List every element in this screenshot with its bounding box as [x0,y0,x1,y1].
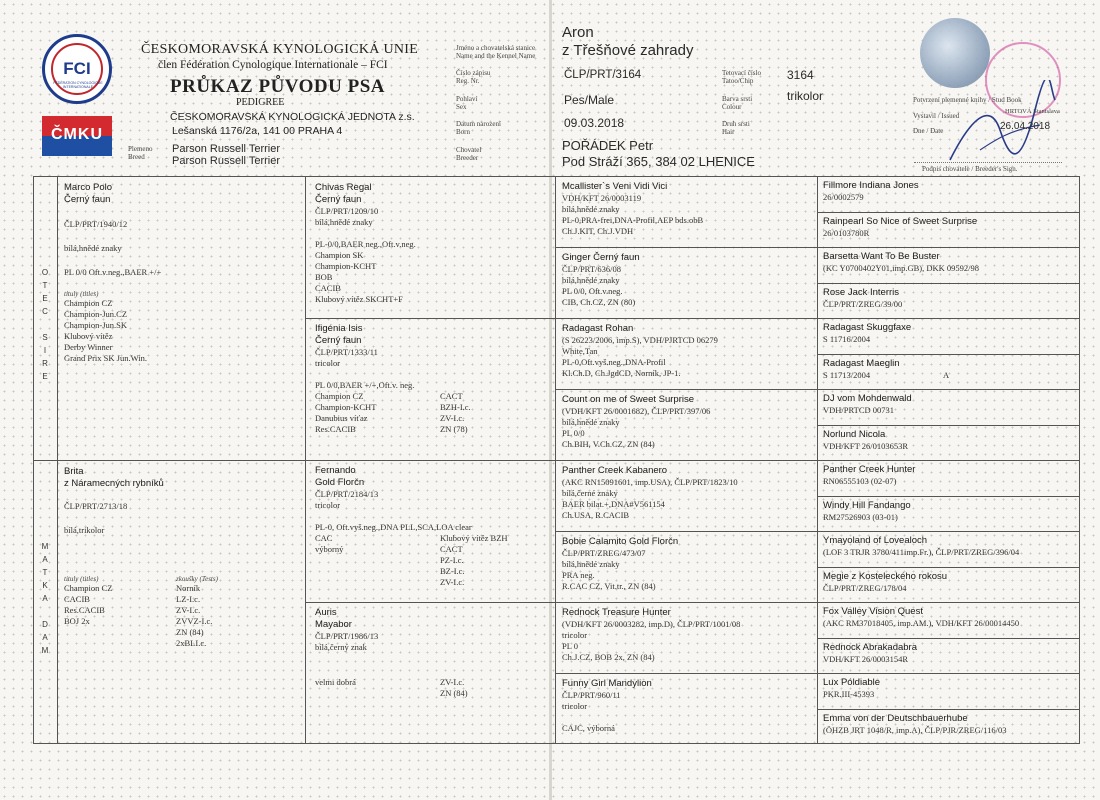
g3-cell-3: Radagast Rohan (S 26223/2006, imp.S), VDH/PJRTCD 06279 White,Tan PL-0,Oft.vyš.neg.,DNA-Profil Kl.Ch.D, Ch.JgdCD, Norník, JP-1. [562,323,718,378]
issuer-value: HRTOVÁ Stanislava [1005,108,1060,115]
fci-logo-ring-text: FÉDÉRATION CYNOLOGIQUE INTERNATIONALE [53,81,103,89]
unit-address: Lešanská 1176/2a, 141 00 PRAHA 4 [172,125,343,137]
g4-cell-3: Barsetta Want To Be Buster (KC Y0700402Y01,imp.GB), DKK 09592/98 [823,251,979,273]
reg-value: ČLP/PRT/3164 [564,69,642,81]
g3-cell-1: Mcallister`s Veni Vidi Vici VDH/KFT 26/0003119 bílá,hnědé znaky PL-0,PRA-frei,DNA-Profil,AEP bds.obB Ch.J.KIT, Ch.J.VDH [562,181,704,236]
g4-cell-10: Windy Hill Fandango RM27526903 (03-01) [823,500,911,522]
breed-label: Plemeno Breed [128,145,153,161]
g3-cell-8: Funny Girl Mandylion ČLP/PRT/960/11 tricolor CAJC, výborná [562,678,652,733]
reg-label: Číslo zápisu Reg. Nr. [456,69,491,85]
g2-cell-1: Chivas Regal Černý faun ČLP/PRT/1209/10 bílá,hnědé znaky PL-0/0,BAER neg.,Oft.v.neg. Champion SK Champion-KCHT BOB CACIB Klubový vítěz SKCHT+F [315,182,416,304]
g4-cell-8: Norlund Nicola VDH/KFT 26/0103653R [823,429,909,451]
hair-label: Druh srsti Hair [722,120,750,136]
signature-label: Podpis chovatele / Breeder's Sign. [922,165,1018,173]
unit-name: ČESKOMORAVSKÁ KYNOLOGICKÁ JEDNOTA z.s. [170,111,415,123]
tattoo-value: 3164 [787,68,814,82]
date-label: Dne / Date [913,127,944,135]
sire-side-label: O T E C S I R E [41,268,49,381]
fci-logo-icon [42,34,112,104]
studbook-label: Potvrzení plemenné knihy / Stud Book [913,96,1022,104]
dog-name: Aron z Třešňové zahrady [562,24,694,59]
date-value: 26.04.2018 [1000,121,1051,132]
logo-block [42,34,114,160]
dob-value: 09.03.2018 [564,116,625,130]
g2-cell-2: Ifigénia Isis Černý faun ČLP/PRT/1333/11 tricolor PL 0/0,BAER +/+,Oft.v. neg. Champion CZ Champion-KCHT Danubius víťaz Res.CACIB CACT BZH-I.c. ZV-I.c. ZN (78) [315,323,471,434]
sex-label: Pohlaví Sex [456,95,478,111]
fci-logo-text: FCI [63,59,91,78]
document-title: PRŮKAZ PŮVODU PSA [170,76,386,97]
tattoo-label: Tetovací číslo Tatoo/Chip [722,69,761,85]
dam-cell: Brita z Náramecných rybníků ČLP/PRT/2713/18 bílá,trikolor tituly (titles) Champion CZ CACIB Res.CACIB BOJ 2x zkoušky (Tests) Norník LZ-I.c. ZV-I.c. ZVVZ-I.c. ZN (84) 2xBLI.c. [64,466,218,648]
g4-cell-2: Rainpearl So Nice of Sweet Surprise 26/0103780R [823,216,978,238]
dam-side-label: M A T K A D A M [41,542,49,655]
g3-cell-2: Ginger Černý faun ČLP/PRT/636/08 bílá,hnědé znaky PL 0/0, Oft.v.neg. CIB, Ch.CZ, ZN (80) [562,252,640,307]
g3-cell-5: Panther Creek Kabanero (AKC RN15091601, imp.USA), ČLP/PRT/1823/10 bílá,černé znaky BAER bilat.+,DNA#V561154 Ch.USA, R.CACIB [562,465,738,520]
g3-cell-6: Bobie Calamito Gold Florčn ČLP/PRT/ZREG/473/07 bílá,hnědé znaky PRA neg. R.CAC CZ, Vit.tr., ZN (84) [562,536,679,591]
g3-cell-4: Count on me of Sweet Surprise (VDH/KFT 26/0001682), ČLP/PRT/397/06 bílá,hnědé znaky PL 0/0 Ch.BIH, V.Ch.CZ, ZN (84) [562,394,711,449]
name-label: Jméno a chovatelská stanice Name and the Kennel Name [456,44,536,60]
g4-cell-7: DJ vom Mohdenwald VDH/PRTCD 00731 [823,393,912,415]
g2-cell-3: Fernando Gold Florčn ČLP/PRT/2184/13 tricolor PL-0, Oft.vyš.neg.,DNA PLL,SCA,LOA clear CAC výborný Klubový vítěz BZH CACT PZ-I.c. BZ-I.c. ZV-I.c. [315,465,508,587]
g3-cell-7: Rednock Treasure Hunter (VDH/KFT 26/0003282, imp.D), ČLP/PRT/1001/08 tricolor PL 0 Ch.J.CZ, BOB 2x, ZN (84) [562,607,741,662]
g4-cell-9: Panther Creek Hunter RN06555103 (02-07) [823,464,916,486]
cmku-logo-text: ČMKU [51,126,103,143]
breeder-label: Chovatel Breeder [456,146,482,162]
g4-cell-15: Lux Póldiable PKR.III-45393 [823,677,881,699]
union-name: ČESKOMORAVSKÁ KYNOLOGICKÁ UNIE [141,42,419,57]
breed-value: Parson Russell Terrier Parson Russell Terrier [172,143,281,167]
breeder-value: POŘÁDEK Petr Pod Stráží 365, 384 02 LHENICE [562,138,755,169]
dob-label: Datum narození Born [456,120,501,136]
document-subtitle: PEDIGREE [236,97,285,108]
sire-cell: Marco Polo Černý faun ČLP/PRT/1940/12 bílá,hnědé znaky PL 0/0 Oft.v.neg.,BAER +/+ tituly (titles) Champion CZ Champion-Jun.CZ Champion-Jun.SK Klubový vítěz Derby Winner Grand Prix SK Jun.Win. [64,182,162,363]
g4-cell-14: Rednock Abrakadabra VDH/KFT 26/0003154R [823,642,918,664]
hologram-icon [920,18,990,88]
g4-cell-12: Megie z Kosteleckého rokosu ČLP/PRT/ZREG/178/04 [823,571,948,593]
signature-line [914,162,1062,163]
colour-value: trikolor [787,89,824,103]
g2-cell-4: Auris Mayabor ČLP/PRT/1986/13 bílá,černý znak velmi dobrá ZV-I.c. ZN (84) [315,607,468,698]
g4-cell-1: Fillmore Indiana Jones 26/0002579 [823,180,919,202]
fci-member-line: člen Fédération Cynologique Internationale – FCI [158,59,388,71]
g4-cell-6: Radagast Maeglin S 11713/2004 A [823,358,950,380]
sex-value: Pes/Male [564,93,615,107]
colour-label: Barva srsti Colour [722,95,753,111]
cmku-logo-icon [42,116,112,156]
g4-cell-5: Radagast Skuggfaxe S 11716/2004 [823,322,912,344]
g4-cell-13: Fox Valley Vision Quest (AKC RM37018405, imp.AM.), VDH/KFT 26/00014450 [823,606,1020,628]
g4-cell-16: Emma von der Deutschbauerhube (ÖHZB JRT 1048/R, imp.A), ČLP/PJR/ZREG/116/03 [823,713,1007,735]
g4-cell-11: Ymayoland of Lovealoch (LOF 3 TRJR 3780/411imp.Fr.), ČLP/PRT/ZREG/396/04 [823,535,1020,557]
g4-cell-4: Rose Jack Interris ČLP/PRT/ZREG/39/00 [823,287,903,309]
issued-label: Vystavil / Issued [913,112,960,120]
